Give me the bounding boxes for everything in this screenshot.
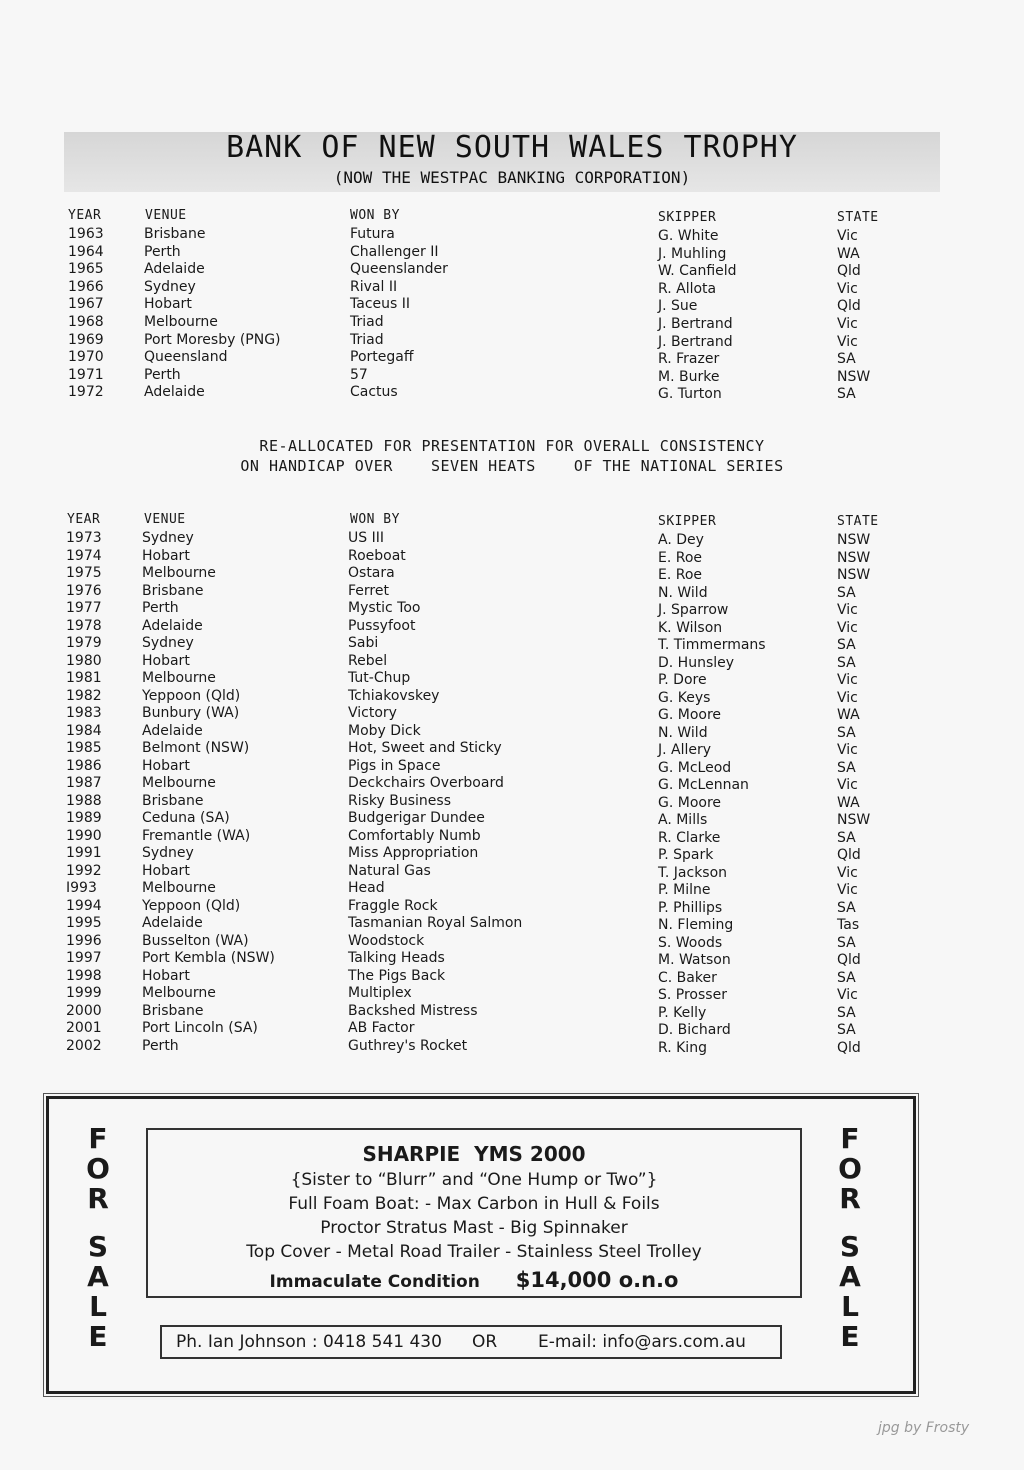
- skipper-cell: J. Muhling: [658, 245, 727, 262]
- skipper-cell: T. Timmermans: [658, 637, 766, 653]
- state-cell: Vic: [837, 882, 858, 898]
- venue-cell: Hobart: [142, 967, 190, 984]
- year-cell: 1973: [66, 530, 102, 546]
- table-row: [0, 915, 1024, 932]
- venue-cell: Fremantle (WA): [142, 827, 251, 844]
- table-row: [0, 244, 1024, 261]
- year-cell: 1963: [68, 226, 104, 242]
- won-by-cell: 57: [350, 366, 368, 383]
- table-row: [0, 810, 1024, 827]
- skipper-cell: G. McLeod: [658, 759, 732, 776]
- year-cell: 1983: [66, 705, 102, 721]
- table-row: [0, 950, 1024, 967]
- won-by-cell: Roeboat: [348, 547, 406, 564]
- won-by-cell: Ferret: [348, 582, 389, 599]
- skipper-cell: G. White: [658, 228, 719, 244]
- for-sale-letter: S: [839, 1230, 861, 1263]
- won-by-cell: AB Factor: [348, 1020, 415, 1036]
- header-state: STATE: [837, 514, 879, 529]
- skipper-cell: P. Dore: [658, 672, 707, 688]
- year-cell: 1985: [66, 740, 102, 756]
- skipper-cell: R. Clarke: [658, 829, 721, 846]
- table-row: [0, 863, 1024, 880]
- state-cell: WA: [837, 245, 860, 262]
- table-row: [0, 898, 1024, 915]
- for-sale-letter: R: [839, 1182, 861, 1215]
- page-subtitle: (NOW THE WESTPAC BANKING CORPORATION): [333, 168, 691, 187]
- venue-cell: Sydney: [144, 278, 196, 295]
- state-cell: Vic: [837, 333, 858, 350]
- venue-cell: Hobart: [144, 296, 192, 313]
- won-by-cell: Multiplex: [348, 985, 412, 1001]
- venue-cell: Sydney: [142, 530, 194, 546]
- table-row: [0, 880, 1024, 897]
- state-cell: Vic: [837, 987, 858, 1003]
- skipper-cell: A. Mills: [658, 812, 708, 828]
- won-by-cell: Guthrey's Rocket: [348, 1037, 468, 1054]
- notice-line-2: ON HANDICAP OVER SEVEN HEATS OF THE NATIONAL SERIES: [240, 457, 784, 475]
- ad-line-2: Full Foam Boat: - Max Carbon in Hull & Foils: [288, 1194, 660, 1214]
- won-by-cell: Tut-Chup: [348, 670, 411, 686]
- for-sale-vertical-right: [830, 1124, 870, 1352]
- table-row: [0, 758, 1024, 775]
- won-by-cell: Fraggle Rock: [348, 897, 438, 914]
- won-by-cell: Rebel: [348, 652, 388, 669]
- ad-line-3: Proctor Stratus Mast - Big Spinnaker: [320, 1218, 628, 1238]
- state-cell: WA: [837, 707, 860, 723]
- table-row: [0, 296, 1024, 313]
- venue-cell: Ceduna (SA): [142, 810, 230, 826]
- won-by-cell: Budgerigar Dundee: [348, 810, 485, 826]
- year-cell: 1970: [68, 349, 104, 366]
- for-sale-letter: A: [87, 1260, 109, 1293]
- state-cell: NSW: [837, 549, 871, 566]
- header-year: YEAR: [68, 208, 102, 223]
- state-cell: Vic: [837, 602, 858, 618]
- state-cell: SA: [837, 386, 856, 403]
- won-by-cell: Woodstock: [348, 932, 425, 949]
- won-by-cell: Triad: [350, 331, 384, 348]
- table-row: [0, 705, 1024, 722]
- table-row: [0, 279, 1024, 296]
- state-cell: Vic: [837, 316, 858, 332]
- year-cell: 1974: [66, 547, 102, 564]
- header-skipper: SKIPPER: [658, 514, 717, 529]
- venue-cell: Adelaide: [142, 915, 203, 931]
- venue-cell: Melbourne: [142, 985, 216, 1001]
- year-cell: 1964: [68, 243, 104, 260]
- won-by-cell: Challenger II: [350, 243, 439, 260]
- venue-cell: Adelaide: [142, 722, 203, 739]
- year-cell: 1997: [66, 950, 102, 966]
- state-cell: NSW: [837, 368, 871, 385]
- skipper-cell: E. Roe: [658, 549, 703, 566]
- skipper-cell: R. King: [658, 1039, 707, 1056]
- venue-cell: Perth: [142, 1037, 179, 1054]
- state-cell: Tas: [837, 917, 860, 933]
- table-row: [0, 1003, 1024, 1020]
- for-sale-letter: F: [88, 1122, 108, 1155]
- state-cell: Qld: [837, 263, 861, 280]
- state-cell: Vic: [837, 619, 858, 636]
- table-row: [0, 1020, 1024, 1037]
- table-row: [0, 670, 1024, 687]
- venue-cell: Adelaide: [144, 384, 205, 401]
- skipper-cell: T. Jackson: [658, 864, 728, 881]
- year-cell: 2001: [66, 1020, 102, 1036]
- skipper-cell: G. Turton: [658, 386, 722, 403]
- state-cell: Vic: [837, 689, 858, 706]
- skipper-cell: W. Canfield: [658, 263, 737, 280]
- won-by-cell: Comfortably Numb: [348, 827, 481, 844]
- table-row: [0, 530, 1024, 547]
- skipper-cell: G. McLennan: [658, 777, 749, 793]
- year-cell: 1967: [68, 296, 104, 313]
- year-cell: 2002: [66, 1037, 102, 1054]
- state-cell: Vic: [837, 280, 858, 297]
- skipper-cell: G. Keys: [658, 689, 711, 706]
- won-by-cell: Queenslander: [350, 261, 448, 278]
- won-by-cell: Sabi: [348, 635, 379, 651]
- skipper-cell: P. Spark: [658, 847, 714, 863]
- venue-cell: Queensland: [144, 349, 228, 366]
- won-by-cell: Miss Appropriation: [348, 845, 479, 861]
- state-cell: Qld: [837, 298, 861, 315]
- year-cell: 1981: [66, 670, 102, 686]
- skipper-cell: N. Wild: [658, 724, 708, 741]
- skipper-cell: C. Baker: [658, 969, 717, 986]
- venue-cell: Yeppoon (Qld): [142, 687, 241, 704]
- table-row: [0, 548, 1024, 565]
- state-cell: Vic: [837, 864, 858, 881]
- year-cell: 1976: [66, 582, 102, 599]
- image-credit: jpg by Frosty: [878, 1420, 970, 1436]
- state-cell: SA: [837, 1022, 856, 1038]
- skipper-cell: P. Milne: [658, 882, 711, 898]
- year-cell: 1977: [66, 600, 102, 616]
- state-cell: Vic: [837, 742, 858, 758]
- state-cell: SA: [837, 654, 856, 671]
- won-by-cell: Hot, Sweet and Sticky: [348, 740, 502, 756]
- won-by-cell: Head: [348, 880, 385, 896]
- venue-cell: Port Moresby (PNG): [144, 331, 281, 348]
- skipper-cell: S. Prosser: [658, 987, 727, 1003]
- state-cell: Qld: [837, 952, 861, 968]
- won-by-cell: Portegaff: [350, 349, 414, 366]
- state-cell: SA: [837, 584, 856, 601]
- ad-price: $14,000 o.n.o: [515, 1268, 679, 1292]
- skipper-cell: S. Woods: [658, 934, 723, 951]
- won-by-cell: Cactus: [350, 384, 398, 401]
- for-sale-letter: L: [89, 1290, 107, 1323]
- notice-line-1: RE-ALLOCATED FOR PRESENTATION FOR OVERALL CONSISTENCY: [259, 437, 765, 455]
- skipper-cell: M. Watson: [658, 952, 731, 968]
- year-cell: 1989: [66, 810, 102, 826]
- venue-cell: Melbourne: [144, 314, 218, 330]
- year-cell: I993: [66, 880, 97, 896]
- table-row: [0, 635, 1024, 652]
- skipper-cell: J. Allery: [658, 742, 712, 758]
- won-by-cell: Pussyfoot: [348, 617, 416, 634]
- for-sale-letter: E: [840, 1320, 860, 1353]
- won-by-cell: Risky Business: [348, 792, 451, 809]
- year-cell: 1992: [66, 862, 102, 879]
- state-cell: NSW: [837, 532, 871, 548]
- venue-cell: Belmont (NSW): [142, 740, 250, 756]
- for-sale-letter: R: [87, 1182, 109, 1215]
- for-sale-letter: S: [87, 1230, 109, 1263]
- state-cell: Vic: [837, 777, 858, 793]
- skipper-cell: N. Wild: [658, 584, 708, 601]
- won-by-cell: Victory: [348, 705, 397, 721]
- venue-cell: Hobart: [142, 547, 190, 564]
- year-cell: 1990: [66, 827, 102, 844]
- year-cell: 1998: [66, 967, 102, 984]
- state-cell: Qld: [837, 847, 861, 863]
- won-by-cell: Natural Gas: [348, 862, 431, 879]
- table-row: [0, 985, 1024, 1002]
- won-by-cell: The Pigs Back: [348, 967, 446, 984]
- table-row: [0, 583, 1024, 600]
- won-by-cell: Tchiakovskey: [348, 687, 440, 704]
- venue-cell: Brisbane: [142, 1002, 204, 1019]
- venue-cell: Melbourne: [142, 670, 216, 686]
- skipper-cell: D. Bichard: [658, 1022, 731, 1038]
- won-by-cell: Moby Dick: [348, 722, 421, 739]
- venue-cell: Perth: [144, 243, 181, 260]
- year-cell: 1996: [66, 932, 102, 949]
- header-venue: VENUE: [145, 208, 187, 223]
- table-row: [0, 968, 1024, 985]
- for-sale-letter: O: [86, 1152, 110, 1185]
- table-row: [0, 933, 1024, 950]
- header-skipper: SKIPPER: [658, 210, 717, 225]
- table-row: [0, 1038, 1024, 1055]
- venue-cell: Port Lincoln (SA): [142, 1020, 258, 1036]
- venue-cell: Brisbane: [142, 582, 204, 599]
- state-cell: SA: [837, 829, 856, 846]
- venue-cell: Brisbane: [144, 226, 206, 242]
- won-by-cell: Ostara: [348, 565, 395, 581]
- year-cell: 1982: [66, 687, 102, 704]
- venue-cell: Brisbane: [142, 792, 204, 809]
- state-cell: SA: [837, 637, 856, 653]
- year-cell: 1968: [68, 314, 104, 330]
- won-by-cell: Tasmanian Royal Salmon: [348, 915, 523, 931]
- state-cell: NSW: [837, 567, 871, 583]
- table-row: [0, 384, 1024, 401]
- state-cell: NSW: [837, 812, 871, 828]
- table-row: [0, 828, 1024, 845]
- state-cell: SA: [837, 759, 856, 776]
- skipper-cell: G. Moore: [658, 707, 722, 723]
- table-row: [0, 618, 1024, 635]
- year-cell: 1965: [68, 261, 104, 278]
- header-year: YEAR: [67, 512, 101, 527]
- for-sale-letter: L: [841, 1290, 859, 1323]
- table-row: [0, 723, 1024, 740]
- venue-cell: Hobart: [142, 652, 190, 669]
- header-won-by: WON BY: [350, 208, 400, 223]
- table-row: [0, 565, 1024, 582]
- ad-line-1: {Sister to “Blurr” and “One Hump or Two”}: [290, 1170, 658, 1190]
- skipper-cell: M. Burke: [658, 368, 720, 385]
- skipper-cell: A. Dey: [658, 532, 704, 548]
- venue-cell: Yeppoon (Qld): [142, 897, 241, 914]
- won-by-cell: US III: [348, 530, 384, 546]
- skipper-cell: R. Allota: [658, 280, 717, 297]
- year-cell: 1999: [66, 985, 102, 1001]
- ad-or: OR: [472, 1332, 498, 1352]
- page-title: BANK OF NEW SOUTH WALES TROPHY: [226, 130, 798, 165]
- won-by-cell: Taceus II: [350, 296, 410, 313]
- for-sale-letter: E: [88, 1320, 108, 1353]
- table-row: [0, 600, 1024, 617]
- venue-cell: Melbourne: [142, 880, 216, 896]
- ad-contact-box: [160, 1325, 782, 1359]
- venue-cell: Perth: [144, 366, 181, 383]
- skipper-cell: K. Wilson: [658, 619, 723, 636]
- year-cell: 1994: [66, 897, 102, 914]
- year-cell: 1972: [68, 384, 104, 401]
- for-sale-letter: O: [838, 1152, 862, 1185]
- state-cell: SA: [837, 899, 856, 916]
- year-cell: 1984: [66, 722, 102, 739]
- year-cell: 1969: [68, 331, 104, 348]
- won-by-cell: Mystic Too: [348, 600, 421, 616]
- venue-cell: Sydney: [142, 845, 194, 861]
- table-row: [0, 314, 1024, 331]
- year-cell: 1979: [66, 635, 102, 651]
- header-venue: VENUE: [144, 512, 186, 527]
- header-state: STATE: [837, 210, 879, 225]
- venue-cell: Adelaide: [142, 617, 203, 634]
- skipper-cell: G. Moore: [658, 794, 722, 811]
- for-sale-vertical-left: [78, 1124, 118, 1352]
- ad-phone: Ph. Ian Johnson : 0418 541 430: [176, 1332, 442, 1352]
- won-by-cell: Backshed Mistress: [348, 1002, 478, 1019]
- skipper-cell: P. Phillips: [658, 899, 723, 916]
- table-row: [0, 775, 1024, 792]
- year-cell: 1978: [66, 617, 102, 634]
- state-cell: SA: [837, 351, 856, 368]
- skipper-cell: P. Kelly: [658, 1004, 707, 1021]
- venue-cell: Bunbury (WA): [142, 705, 240, 721]
- state-cell: Vic: [837, 672, 858, 688]
- venue-cell: Hobart: [142, 862, 190, 879]
- ad-email[interactable]: E-mail: info@ars.com.au: [538, 1332, 746, 1352]
- table-row: [0, 367, 1024, 384]
- table-row: [0, 740, 1024, 757]
- state-cell: SA: [837, 724, 856, 741]
- won-by-cell: Deckchairs Overboard: [348, 775, 504, 791]
- table-row: [0, 688, 1024, 705]
- table-row: [0, 845, 1024, 862]
- skipper-cell: N. Fleming: [658, 917, 734, 933]
- state-cell: Qld: [837, 1039, 861, 1056]
- year-cell: 1971: [68, 366, 104, 383]
- state-cell: SA: [837, 1004, 856, 1021]
- won-by-cell: Talking Heads: [348, 950, 445, 966]
- table-row: [0, 226, 1024, 243]
- table-row: [0, 793, 1024, 810]
- ad-line-4: Top Cover - Metal Road Trailer - Stainless Steel Trolley: [246, 1242, 702, 1262]
- year-cell: 1975: [66, 565, 102, 581]
- ad-title: SHARPIE YMS 2000: [362, 1142, 586, 1166]
- venue-cell: Port Kembla (NSW): [142, 950, 275, 966]
- table-row: [0, 349, 1024, 366]
- skipper-cell: J. Bertrand: [658, 333, 733, 350]
- won-by-cell: Triad: [350, 314, 384, 330]
- skipper-cell: E. Roe: [658, 567, 703, 583]
- year-cell: 1987: [66, 775, 102, 791]
- skipper-cell: J. Bertrand: [658, 316, 733, 332]
- venue-cell: Melbourne: [142, 565, 216, 581]
- ad-details-box: [146, 1128, 802, 1298]
- year-cell: 2000: [66, 1002, 102, 1019]
- venue-cell: Adelaide: [144, 261, 205, 278]
- state-cell: SA: [837, 934, 856, 951]
- venue-cell: Busselton (WA): [142, 932, 249, 949]
- table-row: [0, 261, 1024, 278]
- for-sale-letter: F: [840, 1122, 860, 1155]
- skipper-cell: R. Frazer: [658, 351, 720, 368]
- state-cell: WA: [837, 794, 860, 811]
- table-row: [0, 653, 1024, 670]
- won-by-cell: Pigs in Space: [348, 757, 441, 774]
- venue-cell: Hobart: [142, 757, 190, 774]
- venue-cell: Perth: [142, 600, 179, 616]
- year-cell: 1991: [66, 845, 102, 861]
- year-cell: 1995: [66, 915, 102, 931]
- header-won-by: WON BY: [350, 512, 400, 527]
- won-by-cell: Futura: [350, 226, 395, 242]
- venue-cell: Melbourne: [142, 775, 216, 791]
- for-sale-letter: A: [839, 1260, 861, 1293]
- state-cell: SA: [837, 969, 856, 986]
- skipper-cell: D. Hunsley: [658, 654, 735, 671]
- skipper-cell: J. Sue: [658, 298, 698, 315]
- year-cell: 1988: [66, 792, 102, 809]
- table-row: [0, 332, 1024, 349]
- ad-condition: Immaculate Condition: [269, 1272, 480, 1292]
- venue-cell: Sydney: [142, 635, 194, 651]
- skipper-cell: J. Sparrow: [658, 602, 729, 618]
- year-cell: 1980: [66, 652, 102, 669]
- year-cell: 1986: [66, 757, 102, 774]
- year-cell: 1966: [68, 278, 104, 295]
- ad-condition-price: [148, 1268, 800, 1292]
- won-by-cell: Rival II: [350, 278, 398, 295]
- state-cell: Vic: [837, 228, 858, 244]
